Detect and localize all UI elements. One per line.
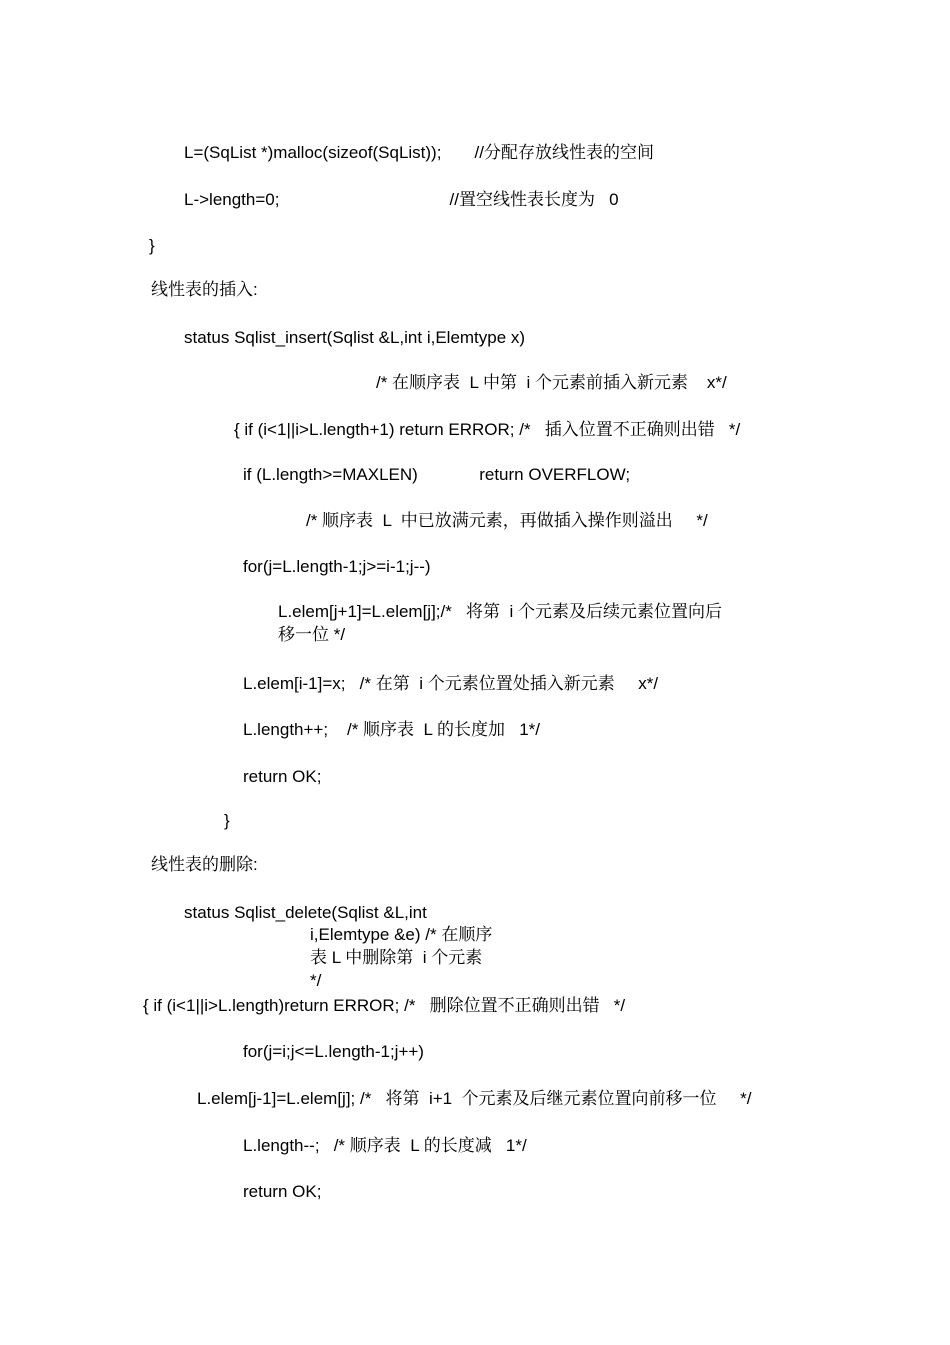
code-line: } <box>224 811 230 830</box>
code-line: L.elem[i-1]=x; /* 在第 i 个元素位置处插入新元素 x*/ <box>243 674 659 693</box>
code-line: status Sqlist_delete(Sqlist &L,int <box>184 903 427 922</box>
code-line: i,Elemtype &e) /* 在顺序 <box>310 925 493 944</box>
code-line: L->length=0; //置空线性表长度为 0 <box>184 190 619 209</box>
code-line: for(j=L.length-1;j>=i-1;j--) <box>243 557 431 576</box>
code-line: for(j=i;j<=L.length-1;j++) <box>243 1042 424 1061</box>
code-line: { if (i<1||i>L.length)return ERROR; /* 删除位置不正确则出错 */ <box>143 996 626 1015</box>
code-line: */ <box>310 971 322 990</box>
section-heading-insert: 线性表的插入: <box>151 280 258 299</box>
code-line: L.length--; /* 顺序表 L 的长度减 1*/ <box>243 1136 527 1155</box>
code-comment: /* 顺序表 L 中已放满元素，再做插入操作则溢出 */ <box>306 511 708 530</box>
code-line: return OK; <box>243 767 322 786</box>
code-comment: /* 在顺序表 L 中第 i 个元素前插入新元素 x*/ <box>376 373 727 392</box>
code-line: L=(SqList *)malloc(sizeof(SqList)); //分配存放线性表的空间 <box>184 143 654 162</box>
code-line: 移一位 */ <box>278 625 346 644</box>
code-line: L.elem[j-1]=L.elem[j]; /* 将第 i+1 个元素及后继元素位置向前移一位 */ <box>197 1089 752 1108</box>
code-line: return OK; <box>243 1182 322 1201</box>
code-line: } <box>149 236 155 255</box>
code-line: L.elem[j+1]=L.elem[j];/* 将第 i 个元素及后续元素位置向后 <box>278 602 722 621</box>
code-line: status Sqlist_insert(Sqlist &L,int i,Elemtype x) <box>184 328 526 347</box>
code-line: { if (i<1||i>L.length+1) return ERROR; /* 插入位置不正确则出错 */ <box>234 420 741 439</box>
code-line: if (L.length>=MAXLEN) return OVERFLOW; <box>243 465 631 484</box>
code-line: L.length++; /* 顺序表 L 的长度加 1*/ <box>243 720 540 739</box>
section-heading-delete: 线性表的删除: <box>151 855 258 874</box>
code-line: 表 L 中删除第 i 个元素 <box>310 948 483 967</box>
